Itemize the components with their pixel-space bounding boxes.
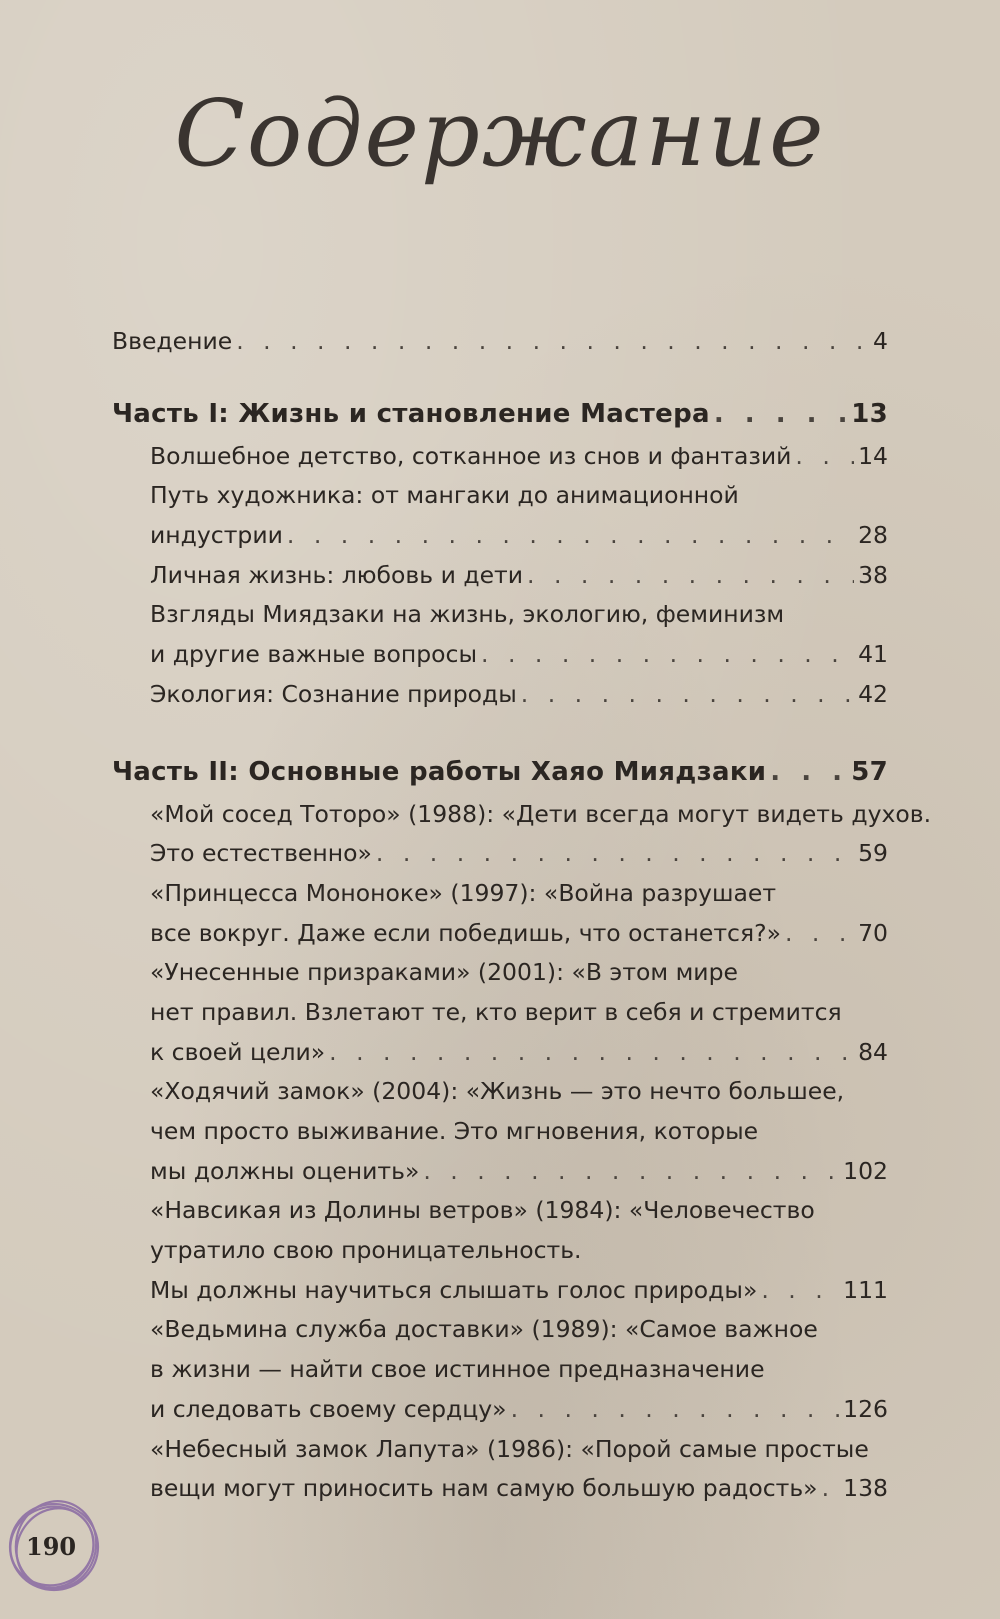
part-title: Часть I: Жизнь и становление Мастера: [112, 398, 710, 429]
entry-title: к своей цели»: [150, 1037, 326, 1066]
toc-page-number: 102: [843, 1156, 888, 1185]
toc-page-number: 28: [858, 521, 888, 550]
entry-title: вещи могут приносить нам самую большую радость»: [150, 1474, 818, 1503]
toc-entry[interactable]: [112, 556, 888, 596]
entry-line: утратило свою проницательность.: [150, 1236, 582, 1265]
leader-dots: [761, 1271, 839, 1311]
toc-entry[interactable]: [112, 516, 888, 556]
toc-page-number: 70: [858, 918, 888, 947]
leader-dots: [329, 1033, 854, 1073]
entry-title: мы должны оценить»: [150, 1156, 420, 1185]
leader-dots: [481, 635, 854, 675]
entry-line: «Унесенные призраками» (2001): «В этом мире: [150, 958, 738, 987]
leader-dots: [822, 1469, 840, 1509]
entry-title: и следовать своему сердцу»: [150, 1394, 507, 1423]
toc-entry[interactable]: [112, 635, 888, 675]
toc-intro[interactable]: [112, 322, 888, 362]
entry-line: Взгляды Миядзаки на жизнь, экологию, феминизм: [150, 600, 785, 629]
toc-page-number: 38: [858, 560, 888, 589]
entry-line: нет правил. Взлетают те, кто верит в себя и стремится: [150, 997, 842, 1026]
leader-dots: [376, 834, 854, 874]
leader-dots: [527, 556, 854, 596]
entry-title: Личная жизнь: любовь и дети: [150, 560, 523, 589]
entry-title: индустрии: [150, 521, 283, 550]
toc-page-number: 41: [858, 640, 888, 669]
leader-dots: [511, 1390, 840, 1430]
toc-page-number: 14: [858, 441, 888, 470]
toc-label: Введение: [112, 326, 233, 355]
leader-dots: [714, 392, 847, 437]
toc-page-number: 138: [843, 1474, 888, 1503]
entry-line: в жизни — найти свое истинное предназначение: [150, 1355, 765, 1384]
toc-page-number: 59: [858, 839, 888, 868]
toc-part-1[interactable]: [112, 392, 888, 437]
entry-line: «Навсикая из Долины ветров» (1984): «Человечество: [150, 1196, 815, 1225]
toc-page-number: 84: [858, 1037, 888, 1066]
toc-page-number: 13: [851, 398, 888, 429]
leader-dots: [236, 322, 869, 362]
page-number: 190: [26, 1532, 77, 1561]
entry-title: Мы должны научиться слышать голос природы»: [150, 1275, 758, 1304]
toc-entry[interactable]: [112, 437, 888, 477]
entry-line: «Мой сосед Тоторо» (1988): «Дети всегда могут видеть духов.: [150, 799, 932, 828]
toc-entry[interactable]: [112, 1152, 888, 1192]
entry-line: чем просто выживание. Это мгновения, которые: [150, 1117, 759, 1145]
leader-dots: [770, 750, 847, 795]
entry-line: «Небесный замок Лапута» (1986): «Порой самые простые: [150, 1434, 869, 1463]
entry-line: Путь художника: от мангаки до анимационной: [150, 481, 739, 510]
toc-entry[interactable]: [112, 1390, 888, 1430]
entry-line: «Принцесса Мононоке» (1997): «Война разрушает: [150, 878, 777, 907]
leader-dots: [795, 437, 854, 477]
entry-title: Экология: Сознание природы: [150, 679, 517, 708]
toc-page-number: 4: [873, 326, 888, 355]
leader-dots: [785, 914, 854, 954]
leader-dots: [423, 1152, 839, 1192]
toc-entry[interactable]: [112, 1033, 888, 1073]
toc-page-number: 111: [843, 1275, 888, 1304]
table-of-contents: [112, 322, 932, 1509]
toc-page-number: 126: [843, 1394, 888, 1423]
toc-entry[interactable]: [112, 1271, 888, 1311]
leader-dots: [287, 516, 854, 556]
entry-title: Волшебное детство, сотканное из снов и фантазий: [150, 441, 792, 470]
entry-title: Это естественно»: [150, 839, 372, 868]
leader-dots: [521, 675, 854, 715]
entry-line: «Ведьмина служба доставки» (1989): «Самое важное: [150, 1315, 818, 1344]
entry-line: «Ходячий замок» (2004): «Жизнь — это нечто большее,: [150, 1077, 845, 1106]
toc-part-2[interactable]: [112, 750, 888, 795]
entry-title: и другие важные вопросы: [150, 640, 477, 669]
entry-title: все вокруг. Даже если победишь, что останется?»: [150, 918, 781, 947]
toc-entry[interactable]: [112, 834, 888, 874]
toc-entry[interactable]: [112, 675, 888, 715]
toc-page-number: 42: [858, 679, 888, 708]
part-title: Часть II: Основные работы Хаяо Миядзаки: [112, 756, 767, 787]
toc-entry[interactable]: [112, 914, 888, 954]
toc-entry[interactable]: [112, 1469, 888, 1509]
toc-page-number: 57: [851, 756, 888, 787]
page-title: Содержание: [174, 80, 826, 187]
